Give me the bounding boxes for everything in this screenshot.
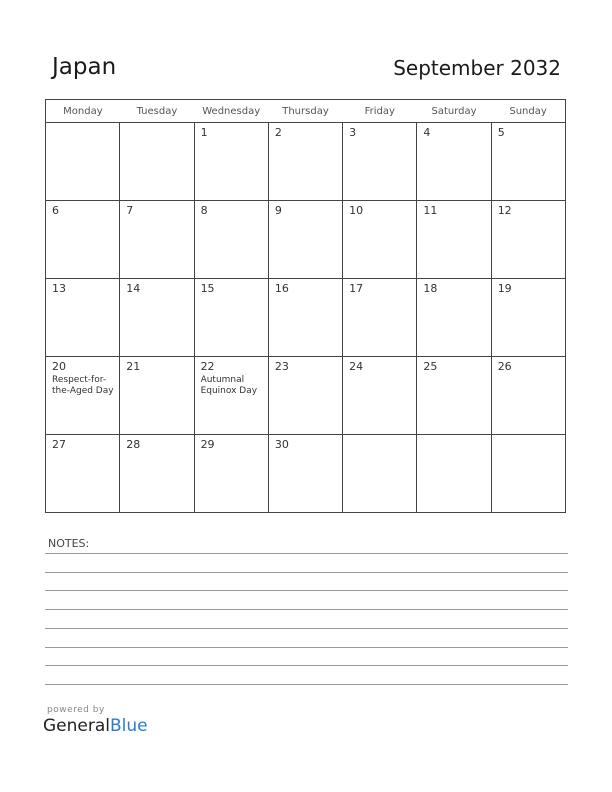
notes-line — [45, 572, 568, 573]
day-cell — [46, 123, 120, 201]
country-title: Japan — [52, 54, 117, 80]
day-number — [343, 435, 416, 438]
day-number: 16 — [274, 282, 289, 295]
day-cell — [120, 435, 194, 513]
day-cell — [268, 435, 342, 513]
day-number: 25 — [423, 360, 438, 373]
day-cell — [417, 357, 491, 435]
day-cell — [194, 201, 268, 279]
day-number: 17 — [349, 282, 364, 295]
day-cell — [268, 123, 342, 201]
day-cell — [194, 435, 268, 513]
day-cell — [194, 279, 268, 357]
weekday-header: Tuesday — [120, 100, 194, 123]
day-cell — [343, 279, 417, 357]
day-number: 22 — [200, 360, 215, 373]
day-cell — [417, 123, 491, 201]
day-cell — [120, 123, 194, 201]
notes-line — [45, 647, 568, 648]
day-cell — [120, 279, 194, 357]
day-cell — [194, 123, 268, 201]
day-cell — [46, 279, 120, 357]
day-number — [492, 435, 565, 438]
weekday-header: Friday — [343, 100, 417, 123]
day-cell — [268, 201, 342, 279]
day-number: 20 — [52, 360, 66, 373]
notes-line — [45, 628, 568, 629]
day-cell — [46, 435, 120, 513]
day-number: 6 — [52, 204, 59, 217]
day-number: 1 — [200, 126, 208, 139]
day-number: 30 — [274, 438, 289, 451]
day-cell — [491, 123, 565, 201]
day-number: 2 — [274, 126, 282, 139]
day-cell — [491, 357, 565, 435]
day-number — [120, 123, 193, 126]
day-number: 14 — [126, 282, 141, 295]
holiday-label: Autumnal Equinox Day — [200, 375, 258, 396]
day-number: 29 — [200, 438, 215, 451]
day-number: 15 — [200, 282, 215, 295]
day-cell — [417, 435, 491, 513]
day-cell — [120, 357, 194, 435]
day-cell — [417, 201, 491, 279]
day-number: 27 — [52, 438, 66, 451]
holiday-label: Respect-for-the-Aged Day — [52, 375, 114, 396]
day-cell — [343, 201, 417, 279]
day-cell — [491, 435, 565, 513]
day-number: 11 — [423, 204, 438, 217]
weekday-header: Sunday — [491, 100, 565, 123]
day-number: 28 — [126, 438, 141, 451]
day-number — [417, 435, 490, 438]
day-number: 12 — [497, 204, 512, 217]
day-cell — [491, 279, 565, 357]
day-cell — [268, 357, 342, 435]
day-cell — [194, 357, 268, 435]
day-number: 24 — [349, 360, 364, 373]
powered-by-text: powered by — [47, 705, 105, 715]
notes-line — [45, 665, 568, 666]
day-number: 18 — [423, 282, 438, 295]
day-cell — [343, 357, 417, 435]
day-number: 19 — [497, 282, 512, 295]
week-row — [46, 123, 566, 201]
month-title: September 2032 — [393, 56, 561, 80]
day-cell — [417, 279, 491, 357]
day-number: 26 — [497, 360, 512, 373]
brand-logo — [43, 716, 148, 736]
weekday-header: Thursday — [268, 100, 342, 123]
notes-line — [45, 684, 568, 685]
day-cell — [120, 201, 194, 279]
day-cell — [46, 201, 120, 279]
notes-line — [45, 590, 568, 591]
day-number: 4 — [423, 126, 431, 139]
brand-blue: Blue — [110, 716, 148, 736]
day-number: 10 — [349, 204, 364, 217]
day-number: 8 — [200, 204, 208, 217]
week-row — [46, 435, 566, 513]
day-number: 7 — [126, 204, 134, 217]
calendar-grid — [45, 99, 566, 513]
weekday-header: Saturday — [417, 100, 491, 123]
weekday-header: Wednesday — [194, 100, 268, 123]
notes-label: NOTES: — [48, 537, 90, 550]
day-number: 3 — [349, 126, 357, 139]
week-row — [46, 201, 566, 279]
day-cell — [491, 201, 565, 279]
day-number: 23 — [274, 360, 289, 373]
day-number: 13 — [52, 282, 66, 295]
day-number: 21 — [126, 360, 141, 373]
weekday-header: Monday — [46, 100, 120, 123]
day-cell — [46, 357, 120, 435]
brand-general: General — [43, 716, 110, 736]
day-number: 9 — [274, 204, 282, 217]
notes-line — [45, 609, 568, 610]
weekday-header-row — [46, 100, 566, 123]
day-cell — [268, 279, 342, 357]
notes-line — [45, 553, 568, 554]
day-cell — [343, 123, 417, 201]
day-cell — [343, 435, 417, 513]
week-row — [46, 357, 566, 435]
week-row — [46, 279, 566, 357]
day-number: 5 — [497, 126, 505, 139]
day-number — [46, 123, 119, 126]
